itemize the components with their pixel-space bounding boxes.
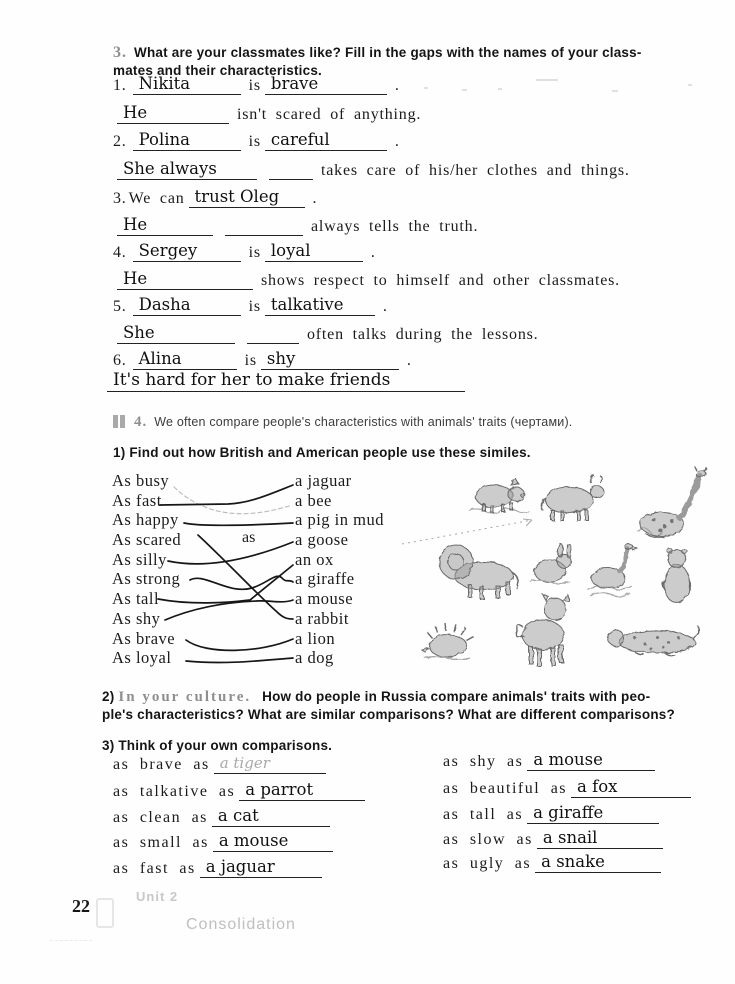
printed-word: is <box>248 244 261 261</box>
printed-sentence: takes care of his/her clothes and things. <box>321 162 630 179</box>
simile-left-item: As silly <box>112 549 167 569</box>
handwritten-trait: loyal <box>270 241 311 260</box>
comparison-row <box>113 780 373 804</box>
trait-blank <box>265 130 387 151</box>
comparison-row <box>113 831 341 855</box>
exercise3-instruction-line1: What are your classmates like? Fill in the gaps with the names of your class- <box>134 45 642 60</box>
simile-left-item: As fast <box>112 490 162 510</box>
printed-word: is <box>248 298 261 315</box>
part2-label: 2) <box>102 689 115 704</box>
printed-sentence: always tells the truth. <box>311 218 479 235</box>
printed-sentence: isn't scared of anything. <box>237 106 422 123</box>
handwritten-sentence: It's hard for her to make friends <box>113 370 391 390</box>
empty-blank <box>269 159 313 180</box>
ox-sketch <box>535 472 607 522</box>
match-line-loyal-dog <box>186 658 293 663</box>
handwritten-answer: a mouse <box>218 831 289 850</box>
trait-blank <box>261 349 399 370</box>
handwritten-name: Nikita <box>138 74 191 93</box>
similes-left-column <box>112 471 181 668</box>
printed-word: We can <box>128 190 185 207</box>
simile-right-item: a goose <box>295 530 349 550</box>
period: . <box>394 77 400 94</box>
exercise3-item2-line2 <box>113 159 630 183</box>
trait-blank <box>265 295 375 316</box>
match-line-brave-lion <box>186 639 293 650</box>
exercise3-item1-line2 <box>113 103 421 127</box>
simile-left-item: As shy <box>112 608 161 628</box>
jaguar-sketch <box>605 616 703 660</box>
handwritten-answer: a snail <box>542 828 598 847</box>
comparison-prompt: as tall as <box>443 806 524 823</box>
match-line-busy-bee <box>174 487 292 514</box>
comparison-row <box>443 828 671 852</box>
handwritten-answer: a tiger <box>219 754 270 772</box>
exercise3-number: 3. <box>113 44 127 61</box>
page-number: 22 <box>72 896 90 916</box>
comparison-row <box>113 806 338 830</box>
simile-left-item: As happy <box>112 510 179 530</box>
handwritten-answer: a snake <box>541 852 605 871</box>
handwritten-answer: a fox <box>577 777 618 796</box>
answer-blank <box>571 777 691 798</box>
handwritten-trait: talkative <box>270 295 344 314</box>
footer-unit: Unit 2 <box>136 889 179 904</box>
simile-left-item: As scared <box>112 530 182 550</box>
exercise3-item4-line1 <box>113 241 376 265</box>
printed-word: is <box>248 77 261 94</box>
handwritten-phrase: trust Oleg <box>194 187 280 206</box>
item-number: 5. <box>113 298 127 315</box>
name-blank <box>133 74 241 95</box>
match-line-shy-mouse <box>165 600 293 620</box>
handwritten-trait: careful <box>270 130 330 149</box>
handwritten-trait: shy <box>266 349 296 368</box>
part2-text-line2: ple's characteristics? What are similar comparisons? What are different comparisons? <box>102 707 675 722</box>
subject-blank <box>117 269 253 290</box>
exercise3-item5-line2 <box>113 323 538 347</box>
simile-right-item: a mouse <box>295 589 354 609</box>
exercise3-item2-line1 <box>113 130 400 154</box>
part2-text-line1: How do people in Russia compare animals' traits with peo- <box>262 689 651 704</box>
trait-blank <box>265 74 387 95</box>
similes-right-column <box>295 471 384 668</box>
comparison-prompt: as ugly as <box>443 855 532 872</box>
comparison-row <box>443 750 663 774</box>
printed-sentence: often talks during the lessons. <box>307 326 539 343</box>
simile-left-item: As loyal <box>112 648 172 668</box>
comparison-prompt: as beautiful as <box>443 780 568 797</box>
handwritten-answer: a giraffe <box>533 803 604 822</box>
handwritten-answer: a mouse <box>533 750 603 769</box>
simile-right-item: an ox <box>295 549 334 569</box>
listening-icon <box>113 415 127 431</box>
answer-blank <box>527 750 655 771</box>
lion-sketch <box>430 530 522 602</box>
subject-blank <box>117 103 229 124</box>
exercise3-item3-line1 <box>113 187 317 211</box>
match-line-scared-rabbit <box>198 535 293 619</box>
handwritten-answer: a parrot <box>245 780 314 799</box>
part3-heading: 3) Think of your own comparisons. <box>102 738 333 753</box>
comparison-row <box>113 753 334 777</box>
comparison-prompt: as fast as <box>113 860 196 877</box>
name-blank <box>133 295 241 316</box>
rabbit-sketch <box>526 543 578 585</box>
name-blank <box>133 349 237 370</box>
subject-blank <box>117 159 257 180</box>
subject-blank <box>117 215 213 236</box>
similes-matching <box>110 471 390 673</box>
hedgehog-sketch <box>420 616 474 660</box>
simile-right-item: a lion <box>295 628 336 648</box>
answer-blank <box>535 852 661 873</box>
match-line-silly-goose <box>168 542 293 564</box>
empty-blank <box>225 215 303 236</box>
handwritten-name: Sergey <box>138 241 198 260</box>
footer-scan-smudge <box>50 930 92 941</box>
goose-sketch <box>582 538 638 600</box>
handwritten-name: Dasha <box>138 295 191 314</box>
simile-right-item: a bee <box>295 490 332 510</box>
exercise3-item4-line2 <box>113 269 620 293</box>
simile-left-item: As brave <box>112 628 176 648</box>
part2-instruction <box>102 688 724 724</box>
handwritten-subject: He <box>123 215 148 234</box>
part2-highlight: In your culture. <box>118 689 252 705</box>
comparison-prompt: as shy as <box>443 753 524 770</box>
period: . <box>394 133 400 150</box>
simile-right-item: a jaguar <box>295 471 352 490</box>
comparison-prompt: as clean as <box>113 809 208 826</box>
printed-word: is <box>248 133 261 150</box>
answer-blank <box>213 831 333 852</box>
subject-blank <box>117 323 235 344</box>
simile-right-item: a pig in mud <box>295 510 384 530</box>
comparison-row <box>443 852 669 876</box>
comparison-prompt: as brave as <box>113 756 210 773</box>
exercise4-heading <box>113 414 572 431</box>
handwritten-subject: She always <box>123 159 217 178</box>
answer-blank <box>239 780 365 801</box>
exercise3-item5-line1 <box>113 295 388 319</box>
answer-blank <box>214 753 326 774</box>
comparison-prompt: as slow as <box>443 831 533 848</box>
handwritten-name: Alina <box>138 349 182 368</box>
answer-blank <box>212 806 330 827</box>
handwritten-subject: She <box>123 323 155 342</box>
exercise3-item1-line1 <box>113 74 400 98</box>
exercise4-number: 4. <box>134 414 148 430</box>
item-number: 1. <box>113 77 127 94</box>
answer-blank <box>537 828 663 849</box>
handwritten-answer: a cat <box>217 806 259 825</box>
printed-word: is <box>244 352 257 369</box>
trait-blank <box>265 241 363 262</box>
handwritten-name: Polina <box>138 130 190 149</box>
simile-right-item: a rabbit <box>295 608 349 628</box>
comparison-prompt: as small as <box>113 834 209 851</box>
item-number: 4. <box>113 244 127 261</box>
answer-blank <box>200 857 322 878</box>
period: . <box>370 244 376 261</box>
comparison-prompt: as talkative as <box>113 783 236 800</box>
phrase-blank <box>189 187 305 208</box>
item-number: 2. <box>113 133 127 150</box>
item-number: 6. <box>113 352 127 369</box>
exercise3-instruction-line2: mates and their characteristics. <box>113 63 322 78</box>
footer-stamp-mark <box>96 898 114 928</box>
simile-right-item: a giraffe <box>295 569 355 589</box>
comparison-row <box>443 803 667 827</box>
answer-blank <box>527 803 659 824</box>
animal-illustrations <box>400 458 735 683</box>
simile-right-item: a dog <box>295 648 334 668</box>
simile-left-item: As strong <box>112 569 181 589</box>
handwritten-subject: He <box>123 269 148 288</box>
comparison-row <box>113 857 330 881</box>
period: . <box>312 190 318 207</box>
comparison-row <box>443 777 699 801</box>
part1-heading: 1) Find out how British and American people use these similes. <box>113 445 531 460</box>
name-blank <box>133 241 241 262</box>
giraffe-sketch <box>632 466 710 548</box>
simile-as-word: as <box>242 529 256 546</box>
pig-sketch <box>466 470 532 516</box>
period: . <box>406 352 412 369</box>
simile-left-item: As tall <box>112 589 160 609</box>
footer-section: Consolidation <box>186 916 296 933</box>
handwritten-subject: He <box>123 103 148 122</box>
handwritten-answer: a jaguar <box>205 857 275 876</box>
name-blank <box>133 130 241 151</box>
match-line-strong-ox <box>190 576 293 589</box>
printed-sentence: shows respect to himself and other classmates. <box>261 272 620 289</box>
empty-blank <box>247 323 299 344</box>
exercise4-intro-text: We often compare people's characteristics with animals' traits (чертами). <box>154 415 573 429</box>
simile-left-item: As busy <box>112 471 170 490</box>
match-line-happy-pig <box>184 523 293 525</box>
exercise3-item6-line2 <box>113 371 473 395</box>
dog-sketch <box>505 593 579 671</box>
item-number: 3. <box>113 190 127 207</box>
marmot-sketch <box>655 546 699 606</box>
handwritten-trait: brave <box>270 74 319 93</box>
sentence-blank <box>107 371 465 392</box>
exercise3-item3-line2 <box>113 215 478 239</box>
period: . <box>382 298 388 315</box>
